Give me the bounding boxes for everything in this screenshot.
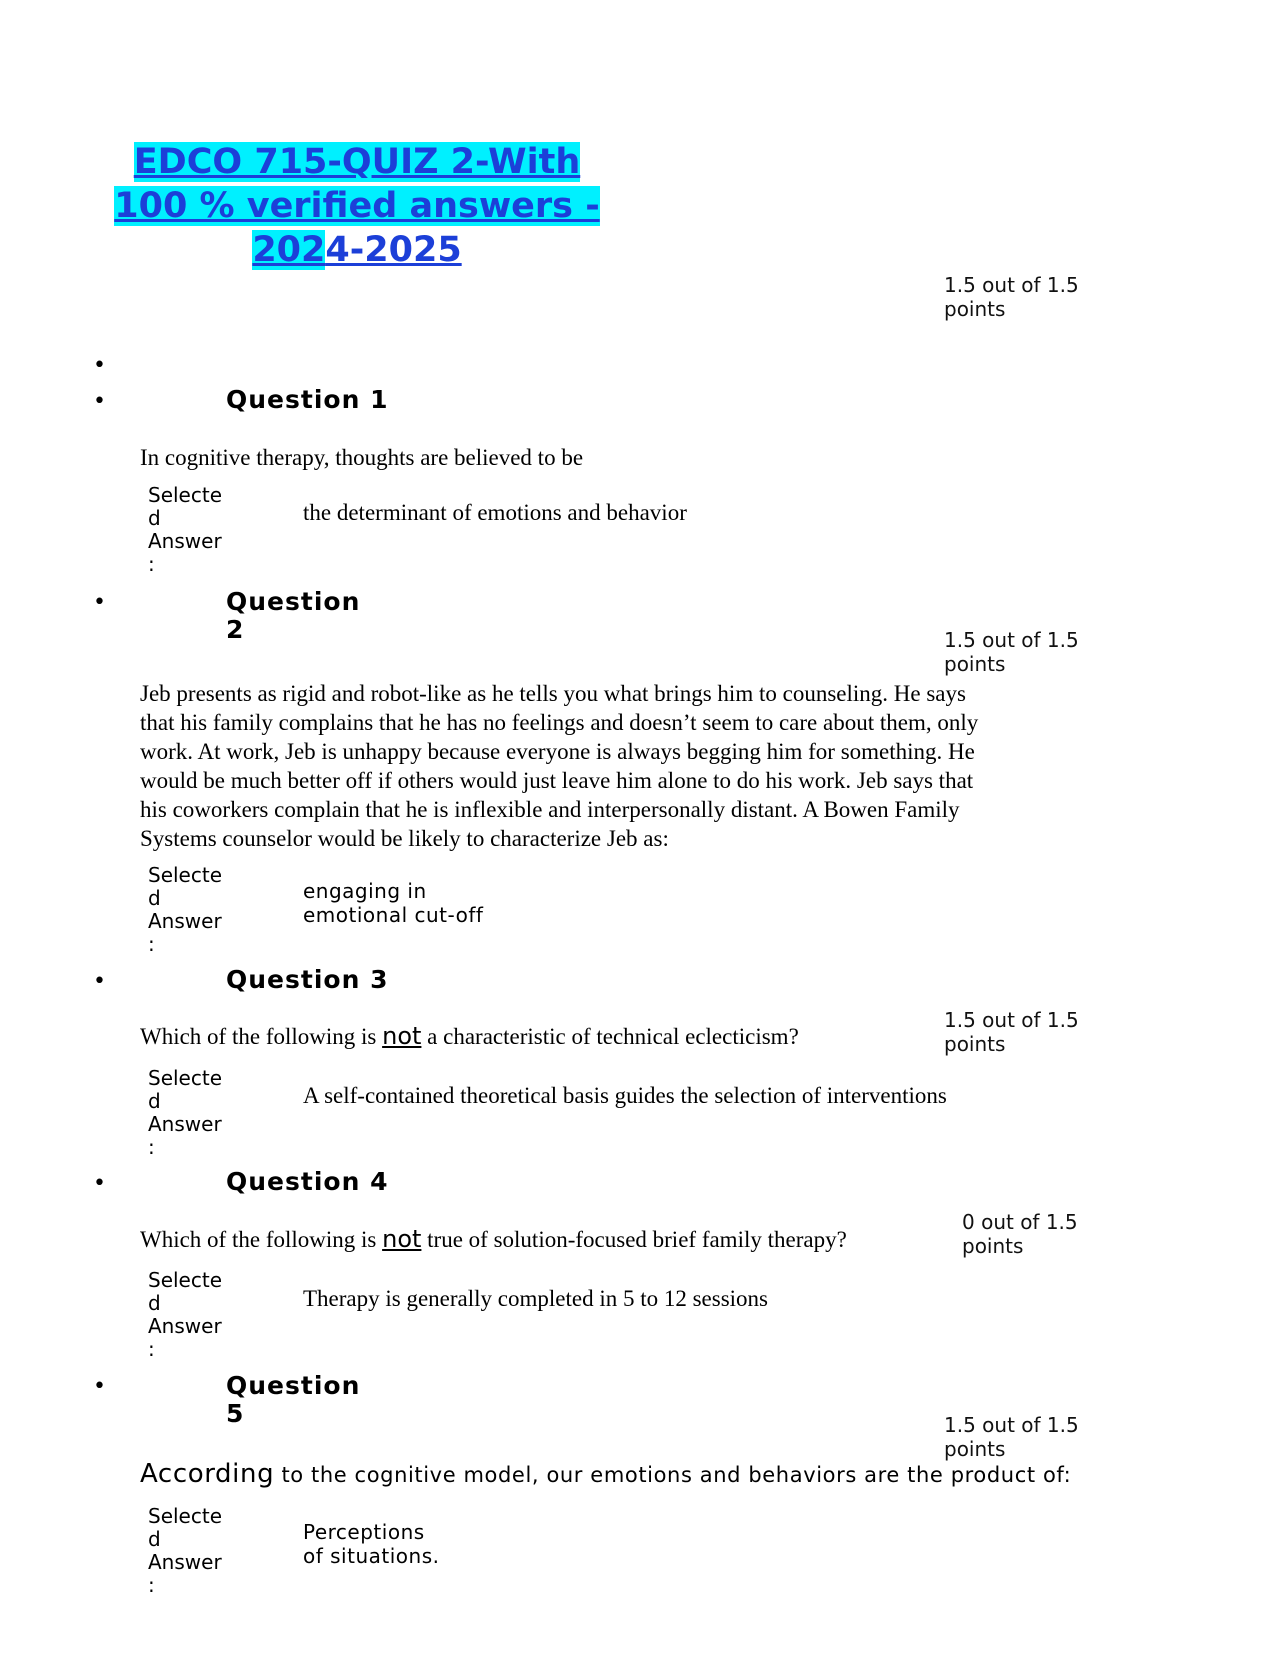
q4-selected-answer-label	[148, 1269, 248, 1361]
text-line: Jeb presents as rigid and robot-like as he tells you what brings him to counseling. He says	[140, 681, 966, 706]
score-unit: points	[944, 1032, 1006, 1056]
score-unit: points	[944, 297, 1006, 321]
q1-answer: the determinant of emotions and behavior	[303, 500, 687, 525]
label-part: d	[148, 506, 161, 530]
q1-score	[944, 273, 1079, 321]
label-part: d	[148, 1291, 161, 1315]
bullet-empty: •	[93, 353, 106, 378]
q5-answer	[303, 1520, 439, 1568]
label-part: Answer	[148, 1314, 222, 1338]
label-part: d	[148, 1527, 161, 1551]
q2-answer	[303, 879, 483, 927]
label-part: Answer	[148, 1550, 222, 1574]
q4-text	[140, 1225, 847, 1254]
text-part: true of solution-focused brief family therapy?	[421, 1227, 847, 1252]
text-part: Which of the following is	[140, 1227, 383, 1252]
label-part: :	[148, 1135, 155, 1159]
score-value: 1.5 out of 1.5	[944, 273, 1079, 297]
label-part: Answer	[148, 529, 222, 553]
text-line: his coworkers complain that he is inflexible and interpersonally distant. A Bowen Family	[140, 797, 960, 822]
bullet-q2: •	[93, 590, 106, 615]
answer-line: emotional cut-off	[303, 903, 484, 927]
bullet-q1: •	[93, 389, 106, 414]
bullet-q3: •	[93, 969, 106, 994]
score-value: 1.5 out of 1.5	[944, 628, 1079, 652]
text-part-large: According	[140, 1459, 275, 1489]
text-line: would be much better off if others would just leave him alone to do his work. Jeb says that	[140, 768, 974, 793]
heading-word: Question	[226, 1371, 361, 1400]
label-part: Selecte	[148, 483, 223, 507]
text-part: to the cognitive model, our emotions and behaviors are the product of:	[274, 1463, 1072, 1487]
bullet-q4: •	[93, 1171, 106, 1196]
label-part: Answer	[148, 1112, 222, 1136]
q2-selected-answer-label	[148, 864, 248, 956]
q5-heading	[226, 1372, 360, 1428]
heading-number: 5	[226, 1399, 245, 1428]
q4-score	[962, 1210, 1078, 1258]
label-part: :	[148, 1337, 155, 1361]
q1-heading: Question 1	[226, 385, 389, 414]
label-part: d	[148, 1089, 161, 1113]
title-line-3-rest: 4-2025	[325, 230, 462, 270]
answer-line: of situations.	[303, 1544, 440, 1568]
document-title[interactable]	[92, 140, 622, 272]
heading-number: 2	[226, 615, 245, 644]
q5-selected-answer-label	[148, 1505, 248, 1597]
answer-line: Perceptions	[303, 1520, 425, 1544]
title-line-1: EDCO 715-QUIZ 2-With	[133, 142, 581, 182]
score-value: 1.5 out of 1.5	[944, 1008, 1079, 1032]
label-part: :	[148, 552, 155, 576]
q1-text: In cognitive therapy, thoughts are believed to be	[140, 445, 584, 470]
q4-heading: Question 4	[226, 1167, 389, 1196]
emphasis-not: not	[382, 1225, 422, 1253]
score-value: 1.5 out of 1.5	[944, 1413, 1079, 1437]
answer-line: engaging in	[303, 879, 427, 903]
text-line: that his family complains that he has no feelings and doesn’t seem to care about them, only	[140, 710, 979, 735]
label-part: Answer	[148, 909, 222, 933]
label-part: Selecte	[148, 1268, 223, 1292]
q2-heading	[226, 588, 360, 644]
bullet-q5: •	[93, 1374, 106, 1399]
label-part: Selecte	[148, 1066, 223, 1090]
q3-text	[140, 1022, 799, 1051]
label-part: :	[148, 932, 155, 956]
label-part: Selecte	[148, 1504, 223, 1528]
q3-heading: Question 3	[226, 965, 389, 994]
q4-answer: Therapy is generally completed in 5 to 12 sessions	[303, 1286, 769, 1311]
q3-score	[944, 1008, 1079, 1056]
score-unit: points	[962, 1234, 1024, 1258]
score-unit: points	[944, 1437, 1006, 1461]
title-line-3-highlighted: 202	[252, 230, 326, 270]
q2-score	[944, 628, 1079, 676]
label-part: Selecte	[148, 863, 223, 887]
text-line: Systems counselor would be likely to characterize Jeb as:	[140, 826, 669, 851]
q5-text	[140, 1460, 1071, 1490]
emphasis-not: not	[382, 1022, 422, 1050]
score-unit: points	[944, 652, 1006, 676]
q3-selected-answer-label	[148, 1067, 248, 1159]
q3-answer: A self-contained theoretical basis guides the selection of interventions	[303, 1083, 947, 1108]
text-part: a characteristic of technical eclecticism?	[421, 1024, 799, 1049]
title-line-2: 100 % verified answers -	[114, 186, 600, 226]
q2-text	[140, 679, 978, 853]
heading-word: Question	[226, 587, 361, 616]
q1-selected-answer-label	[148, 484, 248, 576]
text-line: work. At work, Jeb is unhappy because everyone is always begging him for something. He	[140, 739, 975, 764]
q5-score	[944, 1413, 1079, 1461]
label-part: d	[148, 886, 161, 910]
text-part: Which of the following is	[140, 1024, 383, 1049]
score-value: 0 out of 1.5	[962, 1210, 1078, 1234]
label-part: :	[148, 1573, 155, 1597]
